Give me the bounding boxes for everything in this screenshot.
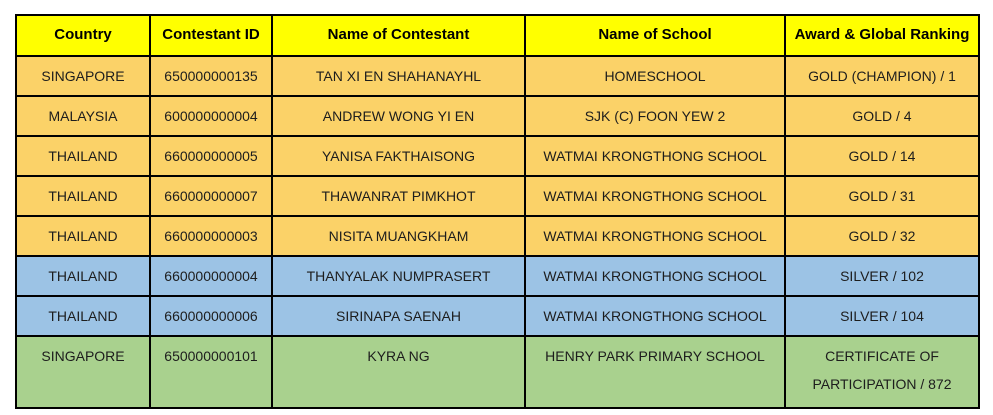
cell-country: SINGAPORE xyxy=(16,56,150,96)
cell-contestant-id: 660000000006 xyxy=(150,296,272,336)
cell-school: WATMAI KRONGTHONG SCHOOL xyxy=(525,216,785,256)
table-row xyxy=(16,56,979,96)
cell-school: WATMAI KRONGTHONG SCHOOL xyxy=(525,256,785,296)
table-row xyxy=(16,256,979,296)
cell-country: THAILAND xyxy=(16,216,150,256)
cell-country: THAILAND xyxy=(16,176,150,216)
table-row xyxy=(16,336,979,408)
cell-name: THANYALAK NUMPRASERT xyxy=(272,256,525,296)
column-header-country: Country xyxy=(16,15,150,56)
table-row xyxy=(16,136,979,176)
cell-award: GOLD / 32 xyxy=(785,216,979,256)
column-header-name: Name of Contestant xyxy=(272,15,525,56)
cell-name: KYRA NG xyxy=(272,336,525,408)
cell-name: YANISA FAKTHAISONG xyxy=(272,136,525,176)
table-row xyxy=(16,176,979,216)
cell-name: TAN XI EN SHAHANAYHL xyxy=(272,56,525,96)
cell-country: THAILAND xyxy=(16,136,150,176)
cell-name: NISITA MUANGKHAM xyxy=(272,216,525,256)
cell-contestant-id: 660000000007 xyxy=(150,176,272,216)
column-header-award: Award & Global Ranking xyxy=(785,15,979,56)
column-header-contestant-id: Contestant ID xyxy=(150,15,272,56)
table-row xyxy=(16,216,979,256)
cell-contestant-id: 600000000004 xyxy=(150,96,272,136)
cell-contestant-id: 660000000003 xyxy=(150,216,272,256)
table-row xyxy=(16,96,979,136)
cell-award: CERTIFICATE OF PARTICIPATION / 872 xyxy=(785,336,979,408)
cell-award: SILVER / 102 xyxy=(785,256,979,296)
cell-school: WATMAI KRONGTHONG SCHOOL xyxy=(525,136,785,176)
cell-school: HOMESCHOOL xyxy=(525,56,785,96)
cell-award: GOLD (CHAMPION) / 1 xyxy=(785,56,979,96)
cell-contestant-id: 650000000101 xyxy=(150,336,272,408)
cell-award: SILVER / 104 xyxy=(785,296,979,336)
column-header-school: Name of School xyxy=(525,15,785,56)
cell-school: SJK (C) FOON YEW 2 xyxy=(525,96,785,136)
cell-award: GOLD / 14 xyxy=(785,136,979,176)
cell-contestant-id: 660000000005 xyxy=(150,136,272,176)
cell-school: HENRY PARK PRIMARY SCHOOL xyxy=(525,336,785,408)
cell-country: SINGAPORE xyxy=(16,336,150,408)
cell-contestant-id: 650000000135 xyxy=(150,56,272,96)
table-row xyxy=(16,296,979,336)
cell-school: WATMAI KRONGTHONG SCHOOL xyxy=(525,296,785,336)
cell-school: WATMAI KRONGTHONG SCHOOL xyxy=(525,176,785,216)
cell-award: GOLD / 4 xyxy=(785,96,979,136)
cell-award: GOLD / 31 xyxy=(785,176,979,216)
header-row xyxy=(16,15,979,56)
cell-country: THAILAND xyxy=(16,296,150,336)
cell-name: THAWANRAT PIMKHOT xyxy=(272,176,525,216)
cell-contestant-id: 660000000004 xyxy=(150,256,272,296)
cell-name: SIRINAPA SAENAH xyxy=(272,296,525,336)
cell-country: THAILAND xyxy=(16,256,150,296)
cell-name: ANDREW WONG YI EN xyxy=(272,96,525,136)
results-table xyxy=(15,14,980,409)
cell-country: MALAYSIA xyxy=(16,96,150,136)
